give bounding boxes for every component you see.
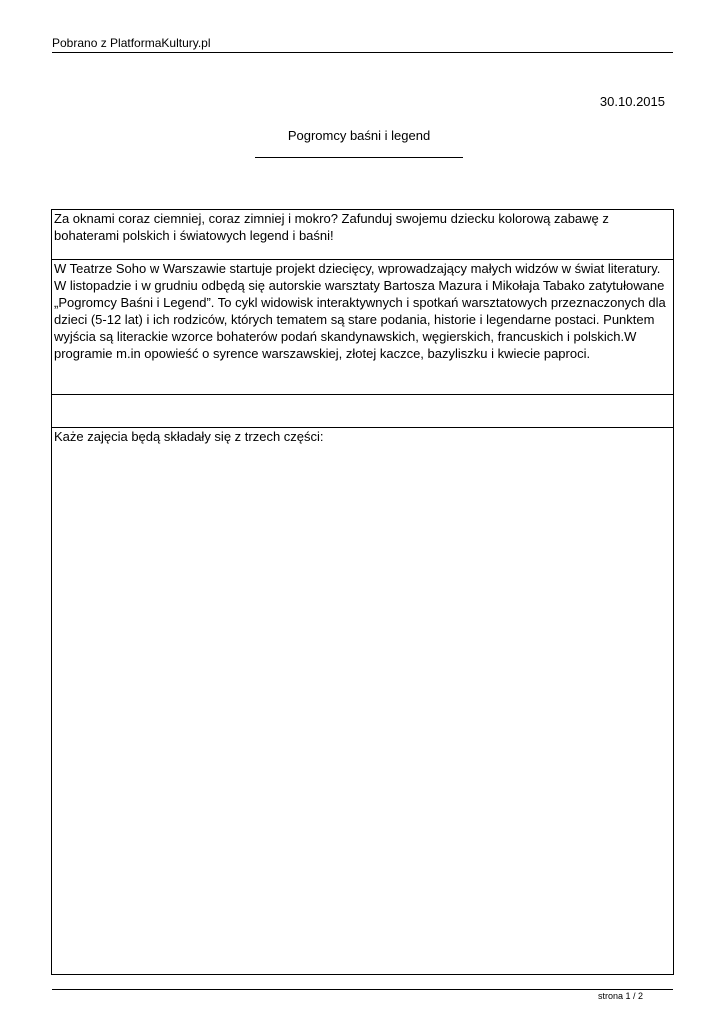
document-title: Pogromcy baśni i legend xyxy=(287,128,431,143)
paragraph-intro: Za oknami coraz ciemniej, coraz zimniej i mokro? Zafunduj swojemu dziecku kolorową zabawę z bohaterami polskich i światowych legend i baśni! xyxy=(54,211,609,243)
content-block-intro xyxy=(52,210,673,260)
document-date: 30.10.2015 xyxy=(599,94,665,109)
header-source-text: Pobrano z PlatformaKultury.pl xyxy=(52,36,211,50)
content-block-empty xyxy=(52,395,673,428)
title-underline xyxy=(255,157,463,158)
header-divider xyxy=(52,52,673,53)
content-table xyxy=(51,209,674,975)
content-block-description xyxy=(52,260,673,395)
paragraph-sessions: Każe zajęcia będą składały się z trzech części: xyxy=(54,429,324,444)
paragraph-description: W Teatrze Soho w Warszawie startuje projekt dziecięcy, wprowadzający małych widzów w świat literatury. W listopadzie i w grudniu odbędą się autorskie warsztaty Bartosza Mazura i Mikołaja Tabako zatytułowane „Pogromcy Baśni i Legend”. To cykl widowisk interaktywnych i spotkań warsztatowych przeznaczonych dla dzieci (5-12 lat) i ich rodziców, których tematem są stare podania, historie i legendarne postaci. Punktem wyjścia są literackie wzorce bohaterów podań skandynawskich, węgierskich, francuskich i polskich.W programie m.in opowieść o syrence warszawskiej, złotej kaczce, bazyliszku i kwiecie paproci. xyxy=(54,261,666,361)
content-block-sessions xyxy=(52,428,673,974)
page-number: strona 1 / 2 xyxy=(597,991,643,1001)
footer-divider xyxy=(52,989,673,990)
